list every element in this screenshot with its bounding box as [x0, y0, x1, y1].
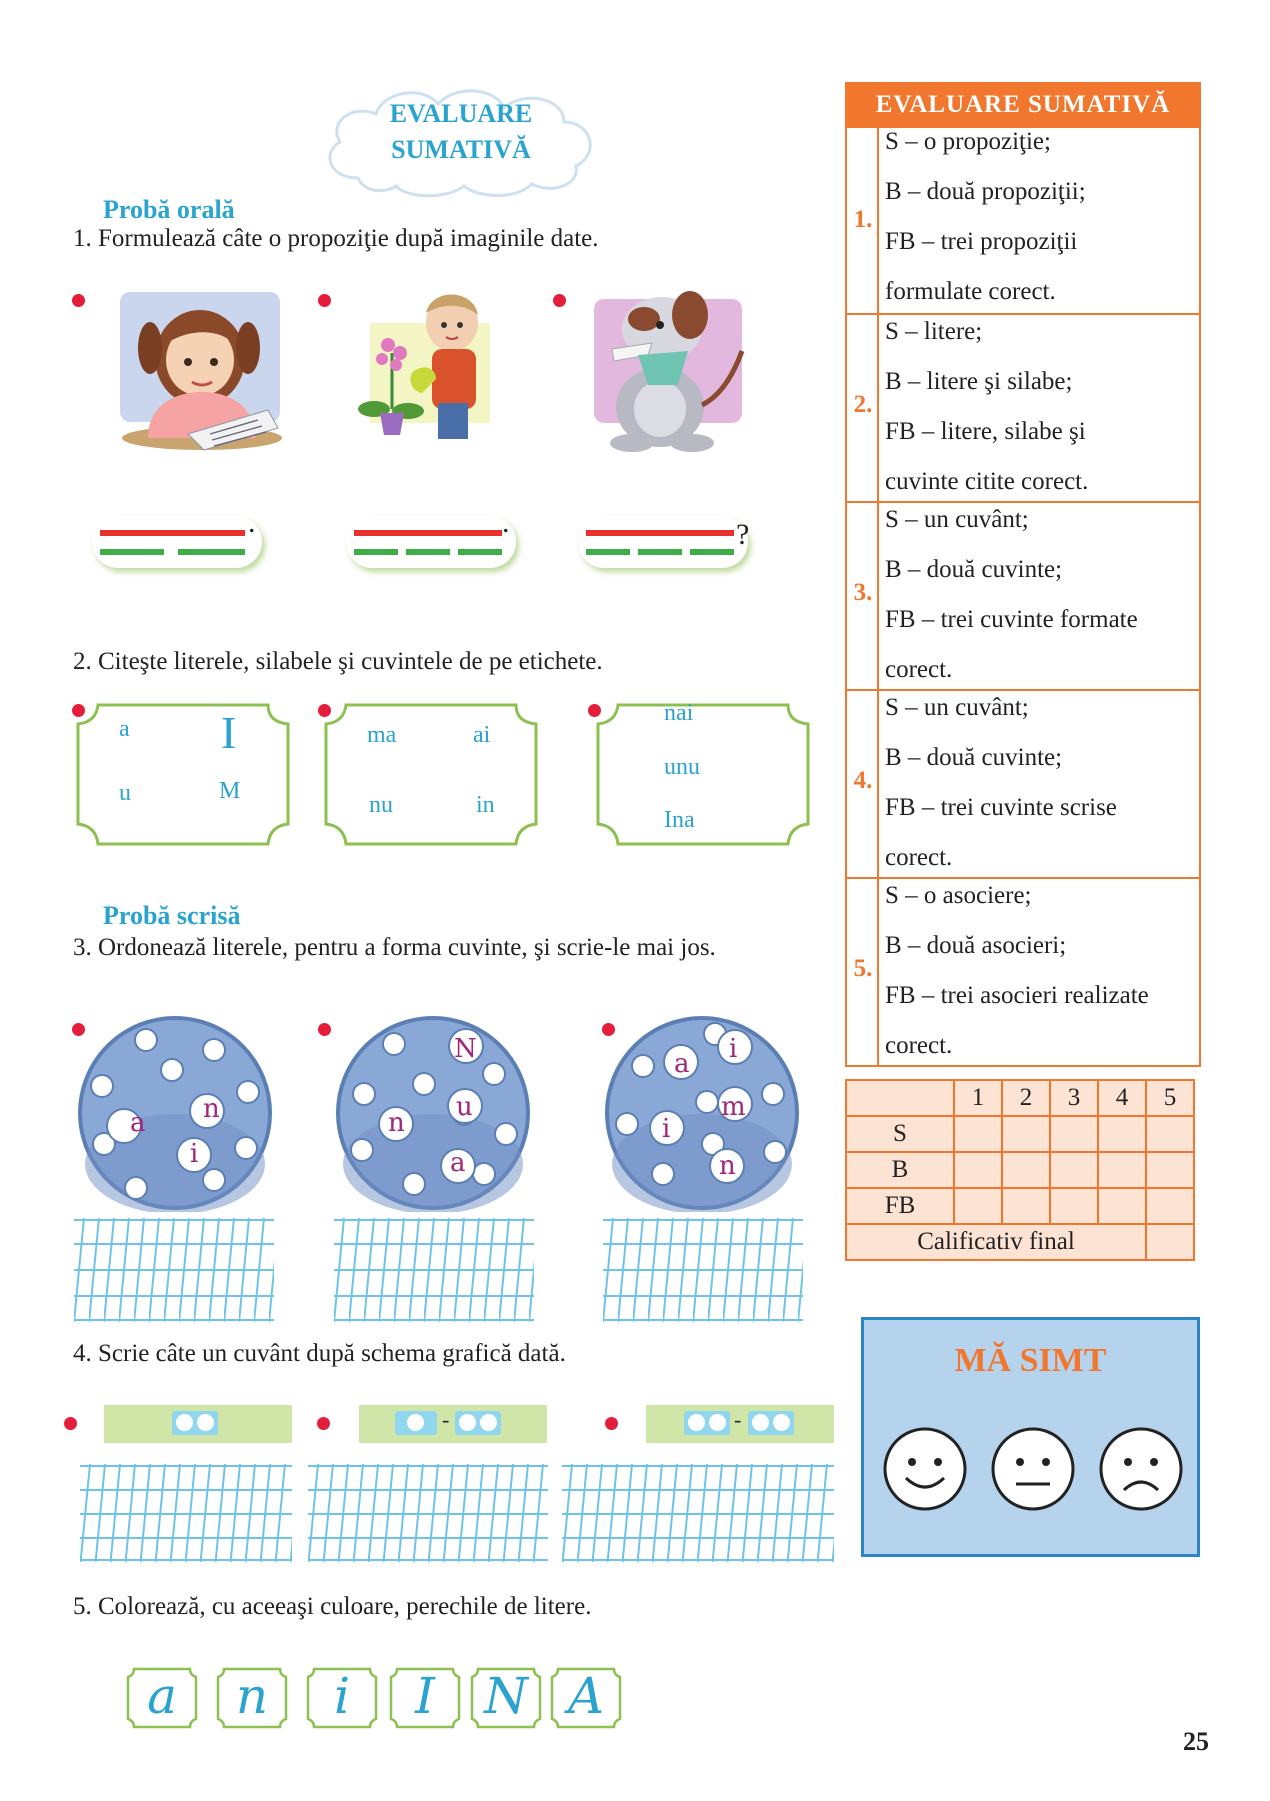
sentence-scheme	[346, 516, 516, 568]
cloud-title	[318, 96, 604, 168]
card-letter: a	[119, 716, 130, 742]
dotted-ball	[76, 1014, 274, 1212]
score-row	[846, 1188, 1194, 1224]
word-line-green	[406, 549, 450, 555]
score-column-header: 5	[1146, 1080, 1194, 1116]
evaluation-criterion: S – un cuvânt;	[885, 694, 1029, 721]
evaluation-criterion: S – litere;	[885, 318, 983, 345]
score-table	[845, 1079, 1195, 1261]
self-assessment-title: MĂ SIMT	[954, 1342, 1107, 1379]
word-line-green	[354, 549, 398, 555]
card-syllable: nu	[369, 792, 393, 818]
task-5-text: 5. Colorează, cu aceeaşi culoare, perechile de litere.	[73, 1593, 592, 1620]
card-word: nai	[664, 700, 694, 726]
score-cell[interactable]	[1098, 1116, 1146, 1152]
score-column-header: 4	[1098, 1080, 1146, 1116]
task-1-text: 1. Formulează câte o propoziţie după imaginile date.	[73, 225, 599, 252]
evaluation-criterion: FB – trei asocieri realizate	[885, 982, 1149, 1009]
score-column-header: 1	[954, 1080, 1002, 1116]
ball-letter: i	[662, 1114, 671, 1144]
score-cell[interactable]	[954, 1188, 1002, 1224]
sad-face-icon[interactable]	[1098, 1426, 1184, 1512]
evaluation-criterion: corect.	[885, 844, 953, 871]
cursive-letter: i	[334, 1667, 350, 1725]
syllable-dash: -	[442, 1407, 450, 1432]
sentence-end-mark: ?	[736, 518, 750, 551]
evaluation-criterion: B – litere şi silabe;	[885, 368, 1073, 395]
sentence-line-red	[100, 530, 245, 536]
evaluation-criterion: corect.	[885, 1032, 953, 1059]
score-row	[846, 1116, 1194, 1152]
sentence-scheme	[578, 516, 748, 568]
evaluation-row-number-cell	[847, 128, 879, 313]
card-letter: M	[219, 778, 241, 804]
evaluation-row-number: 2.	[853, 391, 873, 418]
score-cell[interactable]	[1050, 1188, 1098, 1224]
ball-letter: m	[721, 1092, 746, 1122]
score-column-header: 3	[1050, 1080, 1098, 1116]
evaluation-row-number-cell	[847, 877, 879, 1065]
evaluation-criterion: cuvinte citite corect.	[885, 468, 1089, 495]
word-line-green	[458, 549, 502, 555]
syllable-box	[172, 1411, 218, 1435]
ball-letter: a	[130, 1108, 146, 1138]
syllable-box	[395, 1411, 437, 1435]
cursive-letter: N	[484, 1667, 528, 1725]
cloud-title-line1: EVALUARE	[389, 99, 533, 128]
card-letter: u	[119, 780, 131, 806]
evaluation-title: EVALUARE SUMATIVĂ	[845, 82, 1201, 128]
score-column-header: 2	[1002, 1080, 1050, 1116]
final-grade-label: Calificativ final	[846, 1224, 1146, 1260]
card-letter: I	[221, 707, 237, 758]
score-corner-cell	[846, 1080, 954, 1116]
writing-grid[interactable]	[80, 1464, 292, 1562]
score-cell[interactable]	[1002, 1188, 1050, 1224]
girl-reading-image	[118, 288, 288, 453]
evaluation-row-number: 3.	[853, 579, 873, 606]
evaluation-row	[845, 501, 1201, 691]
ball-letter: i	[190, 1139, 199, 1169]
cursive-letter: A	[567, 1667, 605, 1725]
evaluation-row-number-cell	[847, 689, 879, 877]
score-cell[interactable]	[954, 1152, 1002, 1188]
neutral-face-icon[interactable]	[990, 1426, 1076, 1512]
evaluation-row-number-cell	[847, 313, 879, 501]
cloud-title-line2: SUMATIVĂ	[391, 135, 531, 164]
bullet-dot	[318, 294, 331, 307]
evaluation-criterion: corect.	[885, 656, 953, 683]
score-cell[interactable]	[1002, 1116, 1050, 1152]
task-2-text: 2. Citeşte literele, silabele şi cuvintele de pe etichete.	[73, 648, 603, 675]
word-scheme	[104, 1405, 292, 1443]
bullet-dot	[605, 1417, 618, 1430]
label-card	[594, 702, 812, 848]
written-heading: Probă scrisă	[103, 901, 241, 930]
word-line-green	[690, 549, 734, 555]
card-syllable: in	[476, 792, 495, 818]
evaluation-row	[845, 128, 1201, 315]
word-line-green	[178, 549, 245, 555]
syllable-box	[455, 1411, 501, 1435]
task-4-text: 4. Scrie câte un cuvânt după schema grafică dată.	[73, 1340, 566, 1367]
score-final-row	[846, 1224, 1194, 1260]
evaluation-criterion: B – două asocieri;	[885, 932, 1067, 959]
label-card	[74, 702, 292, 848]
sentence-scheme	[92, 516, 262, 568]
sentence-line-red	[586, 530, 734, 536]
score-cell[interactable]	[1098, 1152, 1146, 1188]
dotted-ball	[603, 1014, 801, 1212]
word-line-green	[586, 549, 630, 555]
score-cell[interactable]	[1098, 1188, 1146, 1224]
bullet-dot	[72, 294, 85, 307]
ball-letter: u	[456, 1092, 473, 1122]
evaluation-criterion: FB – litere, silabe şi	[885, 418, 1086, 445]
score-row	[846, 1152, 1194, 1188]
evaluation-criterion: B – două cuvinte;	[885, 556, 1063, 583]
final-grade-cell[interactable]	[1146, 1224, 1194, 1260]
boy-watering-image	[352, 283, 502, 443]
sentence-end-mark: .	[248, 506, 256, 539]
evaluation-criterion: S – un cuvânt;	[885, 506, 1029, 533]
evaluation-row	[845, 313, 1201, 503]
score-header-row	[846, 1080, 1194, 1116]
evaluation-criterion: FB – trei cuvinte formate	[885, 606, 1138, 633]
score-cell[interactable]	[1146, 1152, 1194, 1188]
writing-grid[interactable]	[308, 1464, 548, 1562]
evaluation-row-number: 4.	[853, 767, 873, 794]
evaluation-criterion: FB – trei propoziţii	[885, 228, 1078, 255]
self-assessment-box	[861, 1317, 1200, 1557]
writing-grid[interactable]	[74, 1218, 274, 1322]
cursive-letter: I	[415, 1667, 435, 1725]
word-scheme	[646, 1405, 834, 1443]
score-row-label: S	[846, 1116, 954, 1152]
word-line-green	[100, 549, 164, 555]
card-word: Ina	[664, 807, 695, 833]
evaluation-row-number-cell	[847, 501, 879, 689]
happy-face-icon[interactable]	[882, 1426, 968, 1512]
bullet-dot	[64, 1417, 77, 1430]
ball-letter: n	[203, 1094, 220, 1124]
sentence-end-mark: .	[502, 506, 510, 539]
writing-grid[interactable]	[603, 1218, 803, 1322]
ball-letter: i	[729, 1034, 738, 1064]
writing-grid[interactable]	[334, 1218, 534, 1322]
syllable-box	[684, 1411, 730, 1435]
evaluation-criterion: FB – trei cuvinte scrise	[885, 794, 1117, 821]
dotted-ball	[334, 1014, 532, 1212]
dog-brushing-teeth-image	[592, 285, 752, 455]
syllable-box	[748, 1411, 794, 1435]
card-word: unu	[664, 754, 700, 780]
evaluation-criterion: formulate corect.	[885, 278, 1056, 305]
bullet-dot	[553, 294, 566, 307]
ball-letter: n	[719, 1151, 736, 1181]
card-syllable: ai	[473, 722, 491, 748]
score-cell[interactable]	[1146, 1188, 1194, 1224]
cursive-letter: n	[235, 1667, 269, 1725]
evaluation-criterion: B – două propoziţii;	[885, 178, 1086, 205]
word-line-green	[638, 549, 682, 555]
label-card	[322, 702, 540, 848]
cursive-letter: a	[147, 1667, 177, 1725]
score-cell[interactable]	[1050, 1152, 1098, 1188]
bullet-dot	[318, 1023, 331, 1036]
score-cell[interactable]	[1050, 1116, 1098, 1152]
evaluation-criterion: S – o propoziţie;	[885, 128, 1051, 155]
evaluation-row-number: 5.	[853, 955, 873, 982]
sentence-line-red	[354, 530, 502, 536]
evaluation-row	[845, 877, 1201, 1067]
page-number: 25	[1183, 1727, 1209, 1756]
ball-letter: N	[454, 1034, 477, 1064]
syllable-dash: -	[734, 1407, 742, 1432]
ball-letter: a	[450, 1148, 466, 1178]
score-cell[interactable]	[954, 1116, 1002, 1152]
score-row-label: FB	[846, 1188, 954, 1224]
evaluation-criterion: S – o asociere;	[885, 882, 1032, 909]
evaluation-row-number: 1.	[853, 206, 873, 233]
score-row-label: B	[846, 1152, 954, 1188]
ball-letter: n	[388, 1108, 405, 1138]
card-syllable: ma	[367, 722, 397, 748]
score-cell[interactable]	[1146, 1116, 1194, 1152]
writing-grid[interactable]	[562, 1464, 834, 1562]
task-3-text: 3. Ordonează literele, pentru a forma cuvinte, şi scrie-le mai jos.	[73, 934, 716, 961]
ball-letter: a	[674, 1049, 690, 1079]
evaluation-row	[845, 689, 1201, 879]
score-cell[interactable]	[1002, 1152, 1050, 1188]
evaluation-criterion: B – două cuvinte;	[885, 744, 1063, 771]
word-scheme	[359, 1405, 547, 1443]
bullet-dot	[317, 1417, 330, 1430]
oral-heading: Probă orală	[103, 195, 235, 224]
